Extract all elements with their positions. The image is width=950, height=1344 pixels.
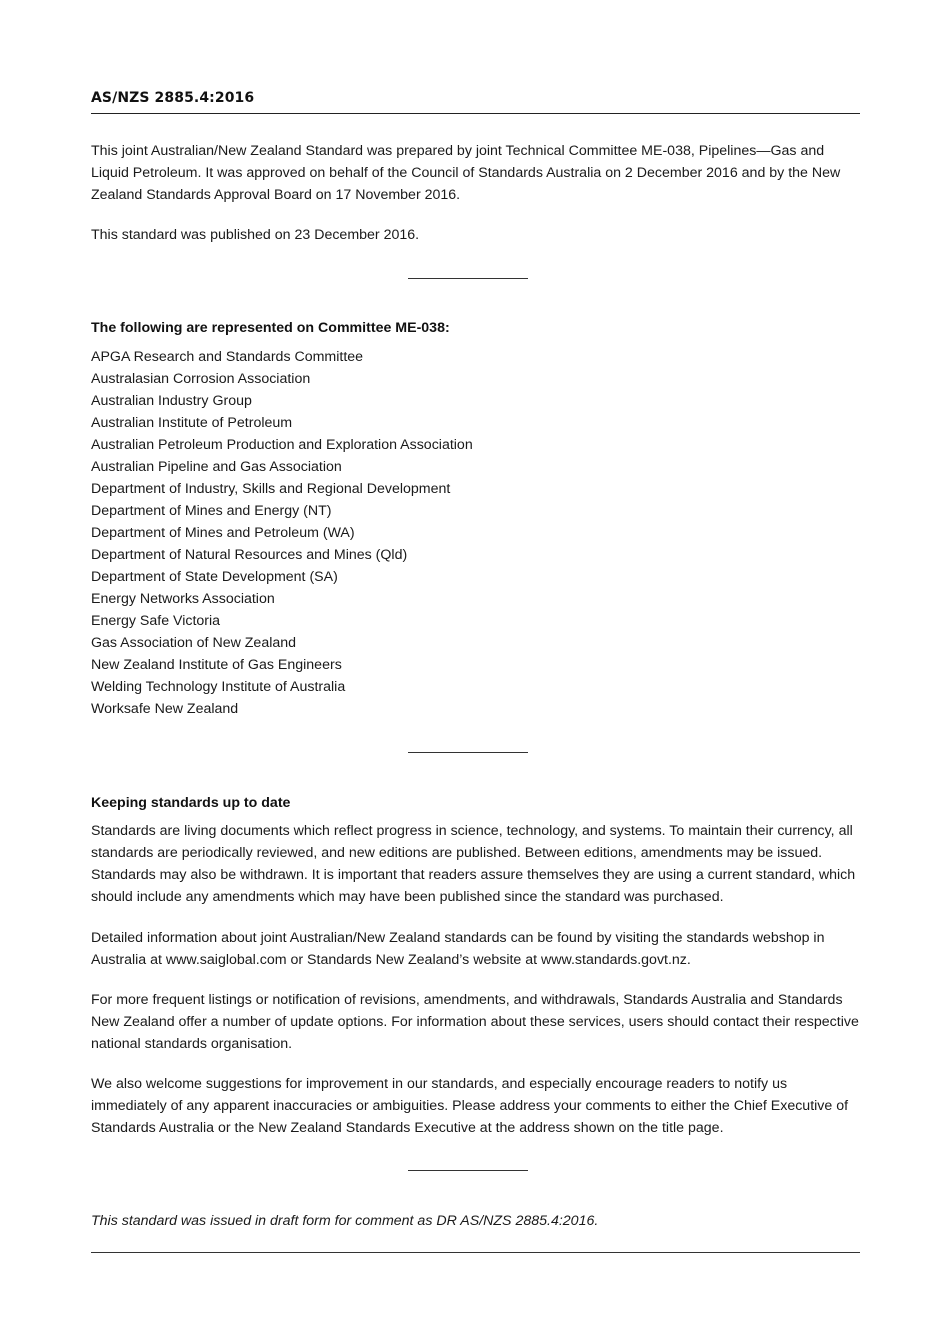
committee-member: Energy Safe Victoria	[91, 613, 221, 629]
bottom-rule	[91, 1252, 860, 1253]
committee-member: Department of Mines and Energy (NT)	[91, 503, 332, 519]
draft-note-section	[91, 1211, 860, 1231]
suggestions-paragraph: We also welcome suggestions for improvement in our standards, and especially encourage readers to notify us immediately of any apparent inaccuracies or ambiguities. Please address your comments to either the Chief Executive of Standards Australia or the New Zealand Standards Executive at the address shown on the title page.	[91, 1076, 849, 1136]
running-header	[91, 89, 860, 114]
committee-member: Department of Mines and Petroleum (WA)	[91, 525, 355, 541]
webshop-paragraph: Detailed information about joint Australian/New Zealand standards can be found by visiting the standards webshop in Australia at www.saiglobal.com or Standards New Zealand’s website at www.standards.govt.nz.	[91, 930, 825, 968]
committee-member-list	[91, 346, 860, 720]
committee-member: Energy Networks Association	[91, 591, 275, 607]
committee-member: Australasian Corrosion Association	[91, 371, 311, 387]
committee-member: Australian Petroleum Production and Exploration Association	[91, 437, 473, 453]
keeping-up-to-date-section	[91, 793, 860, 1139]
committee-member: Worksafe New Zealand	[91, 701, 239, 717]
committee-section	[91, 318, 860, 720]
section-divider	[408, 278, 528, 279]
committee-member: Australian Institute of Petroleum	[91, 415, 293, 431]
draft-note: This standard was issued in draft form for comment as DR AS/NZS 2885.4:2016.	[91, 1213, 599, 1229]
committee-member: Gas Association of New Zealand	[91, 635, 297, 651]
document-page	[91, 0, 860, 1344]
approval-paragraph: This joint Australian/New Zealand Standard was prepared by joint Technical Committee ME-038, Pipelines—Gas and Liquid Petroleum. It was approved on behalf of the Council of Standards Australia on 2 December 2016 and by the New Zealand Standards Approval Board on 17 November 2016.	[91, 143, 841, 203]
section-divider	[408, 1170, 528, 1171]
section-divider	[408, 752, 528, 753]
intro-section	[91, 140, 860, 246]
committee-member: Department of State Development (SA)	[91, 569, 338, 585]
committee-member: Welding Technology Institute of Australia	[91, 679, 346, 695]
publication-paragraph: This standard was published on 23 December 2016.	[91, 227, 420, 243]
committee-heading: The following are represented on Committee ME-038:	[91, 320, 450, 336]
committee-member: Australian Industry Group	[91, 393, 252, 409]
keeping-heading: Keeping standards up to date	[91, 795, 291, 811]
committee-member: APGA Research and Standards Committee	[91, 349, 364, 365]
committee-member: New Zealand Institute of Gas Engineers	[91, 657, 342, 673]
committee-member: Department of Industry, Skills and Regional Development	[91, 481, 451, 497]
update-options-paragraph: For more frequent listings or notification of revisions, amendments, and withdrawals, Standards Australia and Standards New Zealand offer a number of update options. For information about these services, users should contact their respective national standards organisation.	[91, 992, 859, 1052]
committee-member: Department of Natural Resources and Mines (Qld)	[91, 547, 408, 563]
living-documents-paragraph: Standards are living documents which reflect progress in science, technology, and systems. To maintain their currency, all standards are periodically reviewed, and new editions are published. Between editions, amendments may be issued. Standards may also be withdrawn. It is important that readers assure themselves they are using a current standard, which should include any amendments which may have been published since the standard was purchased.	[91, 823, 856, 905]
document-code: AS/NZS 2885.4:2016	[91, 90, 255, 106]
committee-member: Australian Pipeline and Gas Association	[91, 459, 342, 475]
